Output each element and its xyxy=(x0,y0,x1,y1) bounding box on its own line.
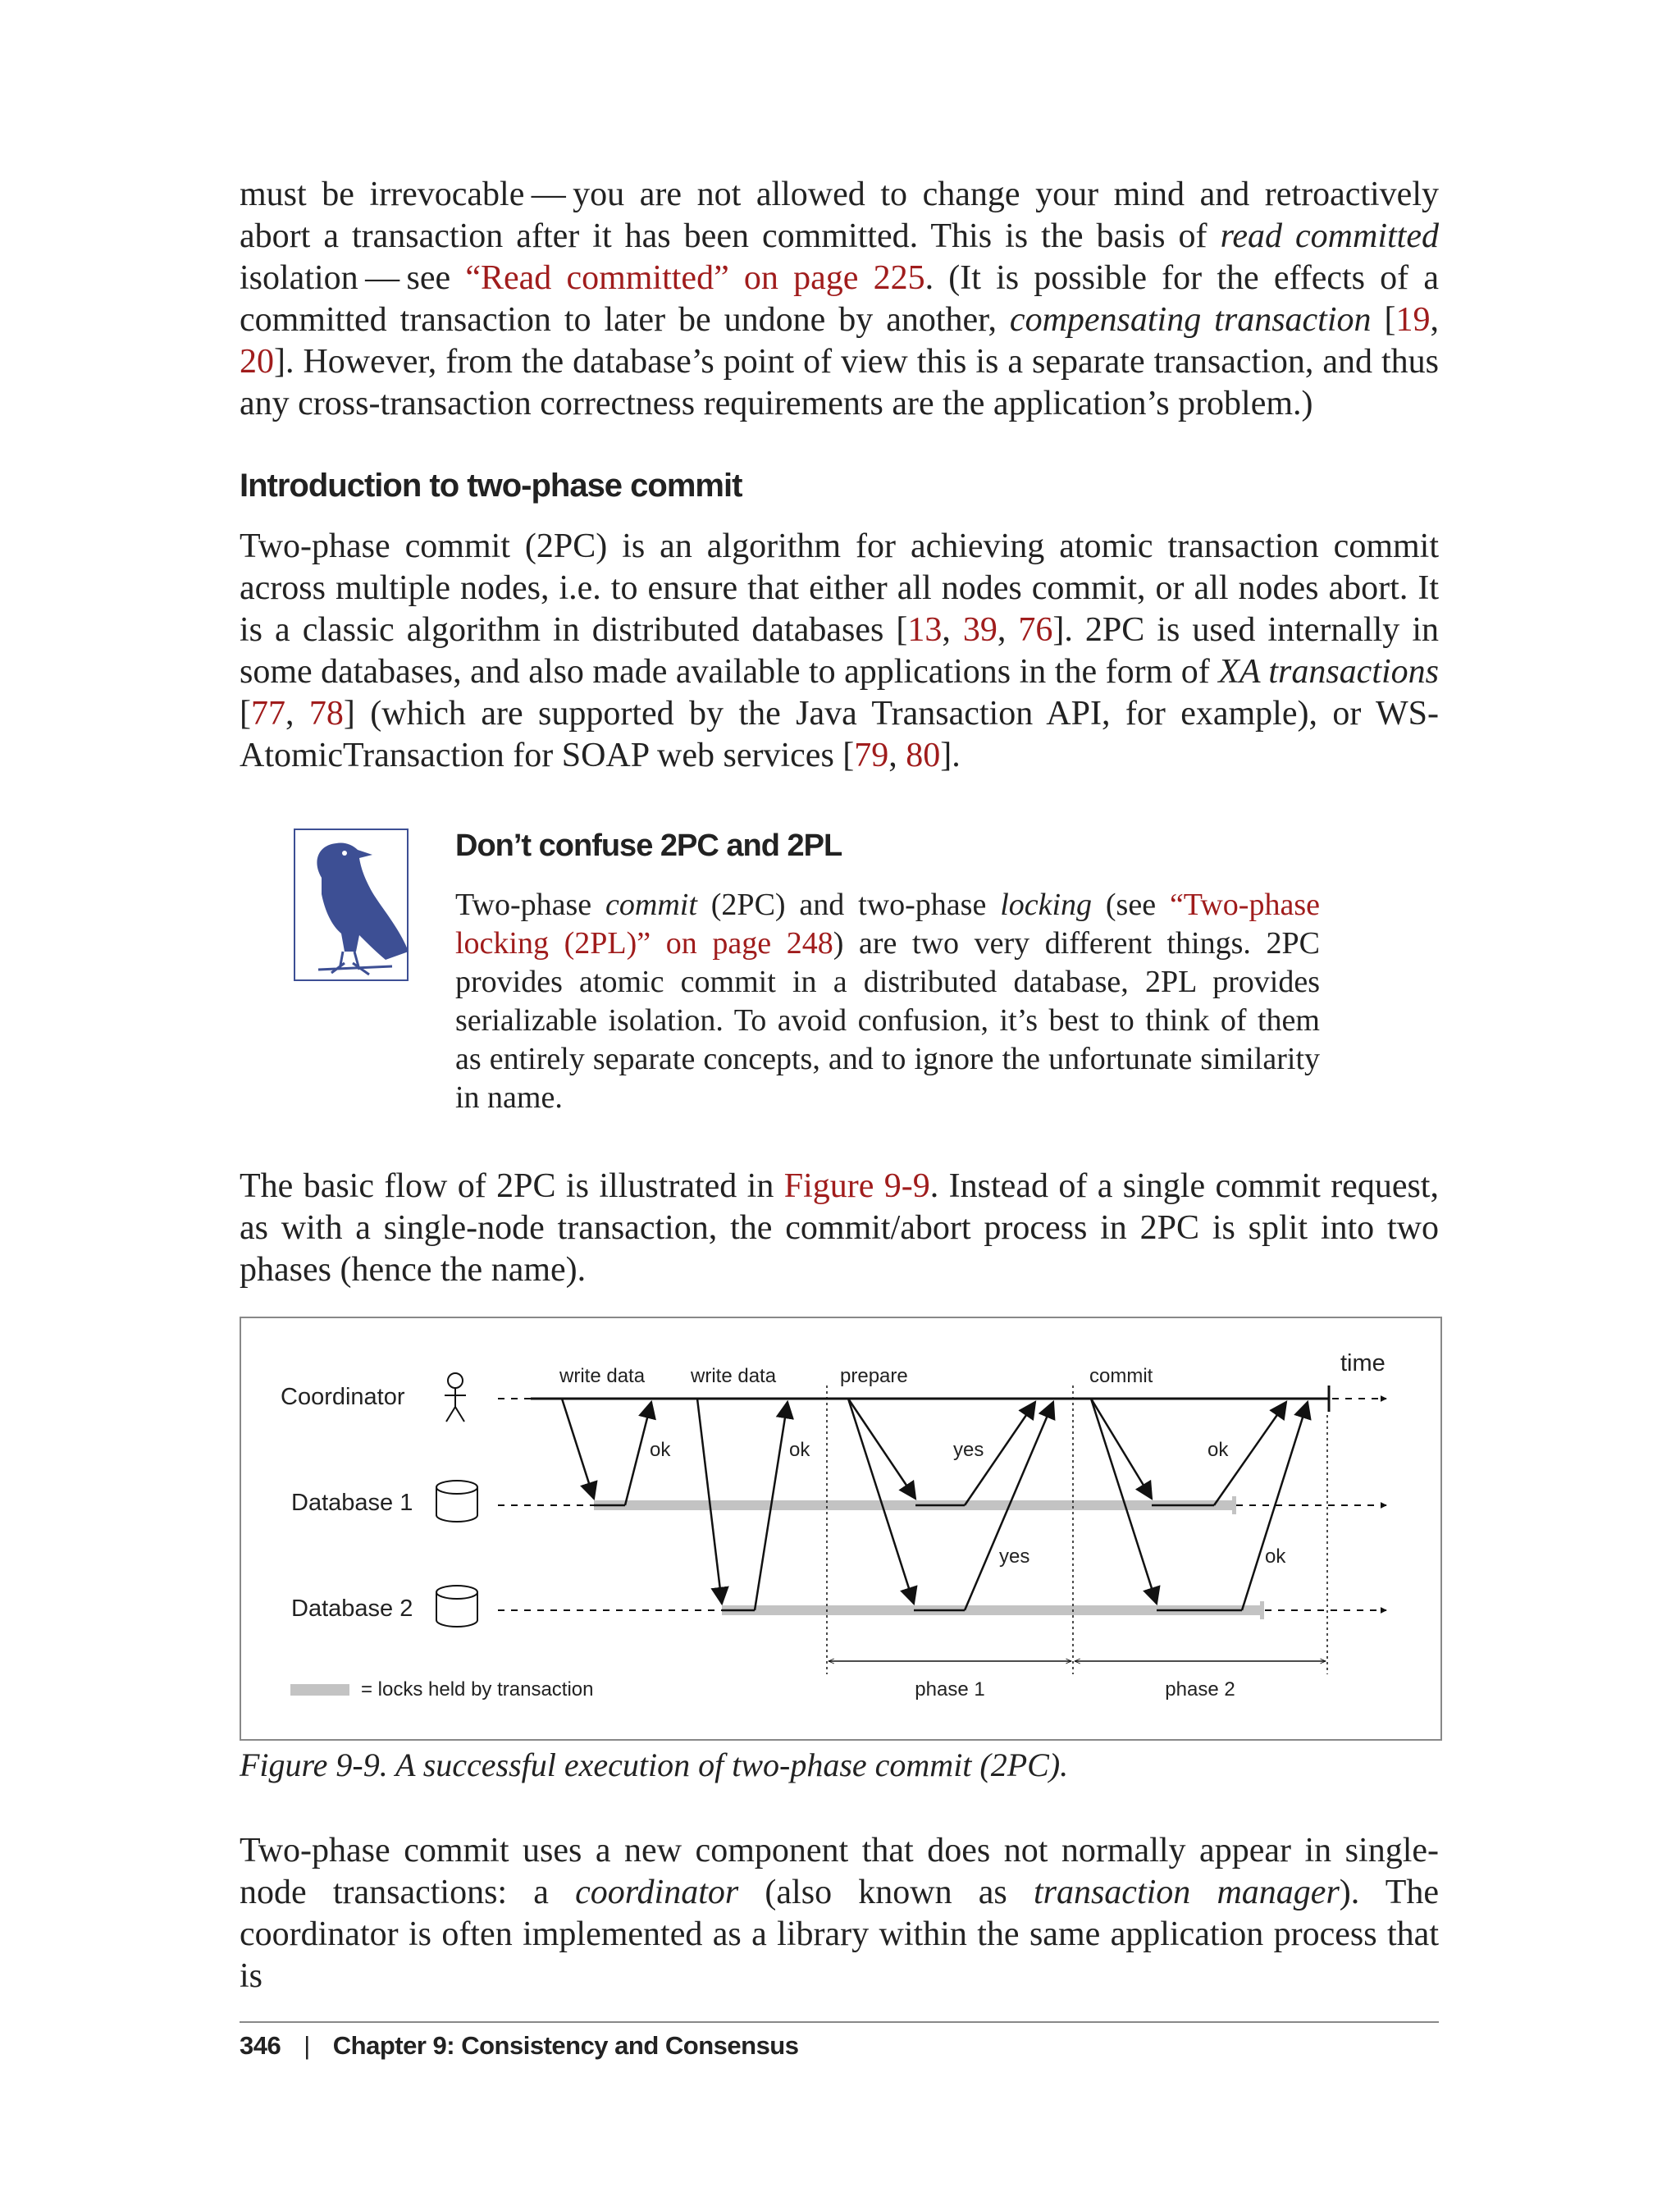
yes-label-1: yes xyxy=(953,1439,984,1461)
database1-label: Database 1 xyxy=(291,1490,413,1516)
paragraph-basic-flow xyxy=(240,1166,1439,1291)
text: isolation — see xyxy=(240,259,466,297)
text: [ xyxy=(1371,301,1396,339)
write-data-label-1: write data xyxy=(559,1365,646,1387)
text: , xyxy=(997,611,1019,649)
time-label: time xyxy=(1340,1350,1386,1376)
link-figure-9-9[interactable]: Figure 9-9 xyxy=(783,1167,930,1205)
text: ]. xyxy=(940,737,961,774)
citation-link[interactable]: 79 xyxy=(854,737,889,774)
text: ]. However, from the database’s point of view this is a separate transaction, and thus any cross-transaction correctness requirements are the application’s problem.) xyxy=(240,343,1439,422)
legend-label: = locks held by transaction xyxy=(361,1678,594,1701)
text: ). The coordinator is often implemented as a library within the same application process that is xyxy=(240,1874,1440,1995)
text: Two-phase xyxy=(455,888,606,922)
commit-label: commit xyxy=(1089,1365,1153,1387)
citation-link[interactable]: 39 xyxy=(962,611,998,649)
text: ) are two very different things. 2PC provides atomic commit in a distributed database, 2PL provides serializable isolation. To avoid confusion, it’s best to think of them as entirely separate concepts, and to ignore the unfortunate similarity in name. xyxy=(455,926,1320,1115)
db1-lock-end xyxy=(1232,1496,1236,1514)
text: (also known as xyxy=(738,1874,1034,1911)
citation-link[interactable]: 78 xyxy=(308,695,344,733)
text: Two-phase commit (2PC) is an algorithm for achieving atomic transaction commit across multiple nodes, i.e. to ensure that either all nodes commit, or all nodes abort. It is a classic algorithm in distributed databases [ xyxy=(240,527,1439,649)
footer-rule xyxy=(240,2021,1439,2023)
citation-link[interactable]: 80 xyxy=(906,737,941,774)
paragraph-irrevocable xyxy=(240,174,1439,425)
note-title: Don’t confuse 2PC and 2PL xyxy=(455,829,842,863)
citation-link[interactable]: 76 xyxy=(1018,611,1053,649)
prepare-label: prepare xyxy=(840,1365,908,1387)
phase2-label: phase 2 xyxy=(1165,1678,1235,1701)
citation-link[interactable]: 13 xyxy=(907,611,943,649)
text: ] (which are supported by the Java Transaction API, for example), or WS-AtomicTransaction for SOAP web services [ xyxy=(240,695,1439,774)
emphasis-compensating-transaction: compensating transaction xyxy=(1009,301,1372,339)
citation-link[interactable]: 20 xyxy=(240,343,274,381)
text: The basic flow of 2PC is illustrated in xyxy=(240,1167,784,1205)
emphasis-transaction-manager: transaction manager xyxy=(1033,1874,1340,1911)
text: [ xyxy=(240,695,251,733)
database2-label: Database 2 xyxy=(291,1596,413,1622)
text: (2PC) and two-phase xyxy=(696,888,1001,922)
link-two-phase-locking[interactable]: “Two-phase locking (2PL)” on page 248 xyxy=(455,888,1320,961)
emphasis-commit: commit xyxy=(605,888,697,922)
emphasis-locking: locking xyxy=(1000,888,1093,922)
section-heading: Introduction to two-phase commit xyxy=(240,468,742,504)
citation-link[interactable]: 19 xyxy=(1395,301,1431,339)
text: , xyxy=(888,737,906,774)
text: (see xyxy=(1092,888,1170,922)
emphasis-coordinator: coordinator xyxy=(575,1874,739,1911)
ok-label-2: ok xyxy=(789,1439,810,1461)
text: ]. 2PC is used internally in some databases, and also made available to applications in the form of xyxy=(240,611,1439,691)
ok-label-3: ok xyxy=(1208,1439,1229,1461)
crow-note-icon xyxy=(294,829,409,981)
footer-separator: | xyxy=(304,2031,310,2060)
database1-icon xyxy=(436,1481,477,1522)
write-data-label-2: write data xyxy=(691,1365,777,1387)
page-footer xyxy=(240,2031,798,2061)
text: must be irrevocable — you are not allowed to change your mind and retroactively abort a transaction after it has been committed. This is the basis of xyxy=(240,176,1439,255)
two-phase-commit-diagram xyxy=(240,1317,1442,1741)
text: . Instead of a single commit request, as with a single-node transaction, the commit/abort process in 2PC is split into two phases (hence the name). xyxy=(240,1167,1439,1289)
yes-label-2: yes xyxy=(999,1545,1030,1568)
text: Two-phase commit uses a new component that does not normally appear in single-node transactions: a xyxy=(240,1832,1439,1911)
note-body xyxy=(455,886,1320,1117)
paragraph-2pc-intro xyxy=(240,526,1439,777)
db2-lock-end xyxy=(1260,1601,1264,1619)
db1-lock-bar xyxy=(594,1500,1235,1510)
figure-caption: Figure 9-9. A successful execution of two-phase commit (2PC). xyxy=(240,1746,1069,1783)
ok-label-1: ok xyxy=(650,1439,671,1461)
coordinator-label: Coordinator xyxy=(281,1384,405,1410)
text: , xyxy=(942,611,963,649)
database2-icon xyxy=(436,1586,477,1627)
phase1-label: phase 1 xyxy=(915,1678,985,1701)
emphasis-xa-transactions: XA transactions xyxy=(1218,653,1440,691)
ok-label-4: ok xyxy=(1265,1545,1286,1568)
legend-swatch xyxy=(290,1684,349,1696)
chapter-title: Chapter 9: Consistency and Consensus xyxy=(332,2031,799,2060)
citation-link[interactable]: 77 xyxy=(251,695,285,733)
text: . (It is possible for the effects of a committed transaction to later be undone by another, xyxy=(240,259,1440,339)
emphasis-read-committed: read committed xyxy=(1220,217,1439,255)
text: , xyxy=(1430,301,1439,339)
text: , xyxy=(285,695,309,733)
link-read-committed-page[interactable]: “Read committed” on page 225 xyxy=(465,259,925,297)
page-number: 346 xyxy=(240,2031,281,2060)
paragraph-coordinator xyxy=(240,1830,1439,1997)
